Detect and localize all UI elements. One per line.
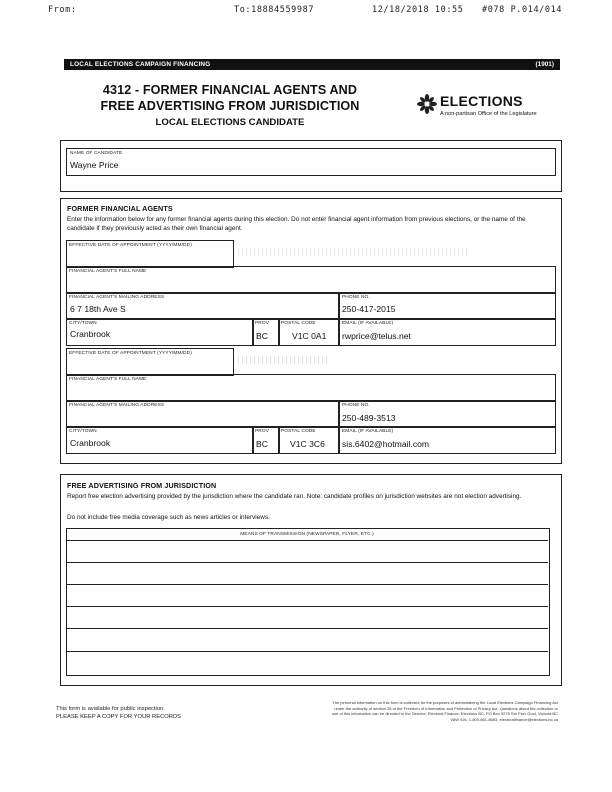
- agent1-full-name-label: FINANCIAL AGENT'S FULL NAME: [69, 269, 147, 274]
- former-agents-heading: FORMER FINANCIAL AGENTS: [67, 204, 173, 213]
- agent2-city-label: CITY/TOWN: [69, 429, 97, 434]
- form-title-line2: FREE ADVERTISING FROM JURISDICTION: [100, 99, 360, 113]
- agent1-postal-value: V1C 0A1: [292, 331, 327, 341]
- former-agents-instructions: Enter the information below for any former financial agents during this election. Do not enter financial agent information from previous elections, or the name of the candidate if they previously acted as their own financial agent.: [67, 216, 526, 232]
- agent1-address-value: 6 7 18th Ave S: [70, 304, 126, 314]
- agent2-phone-label: PHONE NO.: [342, 403, 370, 408]
- agent1-phone-label: PHONE NO.: [342, 295, 370, 300]
- form-subtitle: LOCAL ELECTIONS CANDIDATE: [155, 117, 305, 128]
- agent2-phone-value: 250-489-3513: [342, 413, 396, 423]
- transmission-row-6[interactable]: [66, 652, 548, 674]
- fax-datetime: 12/18/2018 10:55: [372, 5, 464, 15]
- candidate-name-value: Wayne Price: [70, 160, 119, 170]
- transmission-row-5[interactable]: [66, 629, 548, 651]
- agent1-prov-label: PROV: [255, 321, 269, 326]
- candidate-name-label: NAME OF CANDIDATE: [70, 151, 123, 156]
- agent2-full-name-label: FINANCIAL AGENT'S FULL NAME: [69, 377, 147, 382]
- flower-emblem-icon: [416, 93, 438, 115]
- agent1-phone-value: 250-417-2015: [342, 304, 396, 314]
- smudge-mark: [238, 248, 468, 256]
- agent1-city-value: Cranbrook: [70, 329, 111, 339]
- agent1-address-label: FINANCIAL AGENT'S MAILING ADDRESS: [69, 295, 165, 300]
- agent1-postal-label: POSTAL CODE: [281, 321, 316, 326]
- agent1-prov-value: BC: [256, 331, 268, 341]
- banner-left-text: LOCAL ELECTIONS CAMPAIGN FINANCING: [70, 61, 211, 68]
- agent2-email-label: EMAIL (IF AVAILABLE): [342, 429, 394, 434]
- agent2-prov-label: PROV: [255, 429, 269, 434]
- free-advertising-exclusion-note: Do not include free media coverage such as news articles or interviews.: [67, 514, 270, 521]
- logo-name: ELECTIONS: [440, 93, 523, 109]
- transmission-column-label: MEANS OF TRANSMISSION (NEWSPAPER, FLYER, ETC.): [240, 532, 374, 537]
- agent2-effective-date-label: EFFECTIVE DATE OF APPOINTMENT (YYYY/MM/DD): [69, 351, 192, 356]
- agent1-city-label: CITY/TOWN: [69, 321, 97, 326]
- smudge-mark: [238, 356, 328, 364]
- free-advertising-heading: FREE ADVERTISING FROM JURISDICTION: [67, 481, 217, 490]
- form-number: (1901): [535, 61, 554, 68]
- fax-from: From:: [48, 5, 77, 15]
- agent1-effective-date-label: EFFECTIVE DATE OF APPOINTMENT (YYYY/MM/DD): [69, 243, 192, 248]
- transmission-row-3[interactable]: [66, 585, 548, 606]
- footer-privacy-notice: The personal information on this form is collected for the purposes of administering the Local Elections Campaign Financing Act under the authority of section 26 of the Freedom of Information and Protection of Privacy Act. Questions about the collection or use of this information can be directed to the Director, Electoral Finance, Elections BC, PO Box 9275 Stn Prov Govt, Victoria BC V8W 9J6, 1-800-661-8683, electoralfinance@elections.bc.ca: [331, 700, 558, 722]
- agent2-address-label: FINANCIAL AGENT'S MAILING ADDRESS: [69, 403, 165, 408]
- footer-public-inspection: This form is available for public inspection.: [56, 706, 165, 712]
- candidate-name-field[interactable]: [66, 148, 556, 176]
- agent2-city-value: Cranbrook: [70, 438, 111, 448]
- transmission-row-2[interactable]: [66, 563, 548, 584]
- fax-to: To:18884559987: [234, 5, 315, 15]
- agent2-email-value: sis.6402@hotmail.com: [342, 439, 430, 449]
- agent2-postal-value: V1C 3C6: [290, 439, 325, 449]
- form-banner: [64, 59, 560, 70]
- form-title-line1: 4312 - FORMER FINANCIAL AGENTS AND: [102, 83, 358, 97]
- agent1-email-label: EMAIL (IF AVAILABLE): [342, 321, 394, 326]
- transmission-row-1[interactable]: [66, 541, 548, 562]
- footer-keep-copy: PLEASE KEEP A COPY FOR YOUR RECORDS: [56, 714, 181, 720]
- fax-page: #078 P.014/014: [482, 5, 563, 15]
- agent1-email-value: rwprice@telus.net: [342, 331, 411, 341]
- agent2-postal-label: POSTAL CODE: [281, 429, 316, 434]
- transmission-row-4[interactable]: [66, 607, 548, 628]
- logo-tagline: A non-partisan Office of the Legislature: [440, 111, 537, 117]
- agent2-prov-value: BC: [256, 439, 268, 449]
- free-advertising-instructions: Report free election advertising provided by the jurisdiction where the candidate ran. Note: candidate profiles on jurisdiction websites are not election advertising.: [67, 493, 522, 500]
